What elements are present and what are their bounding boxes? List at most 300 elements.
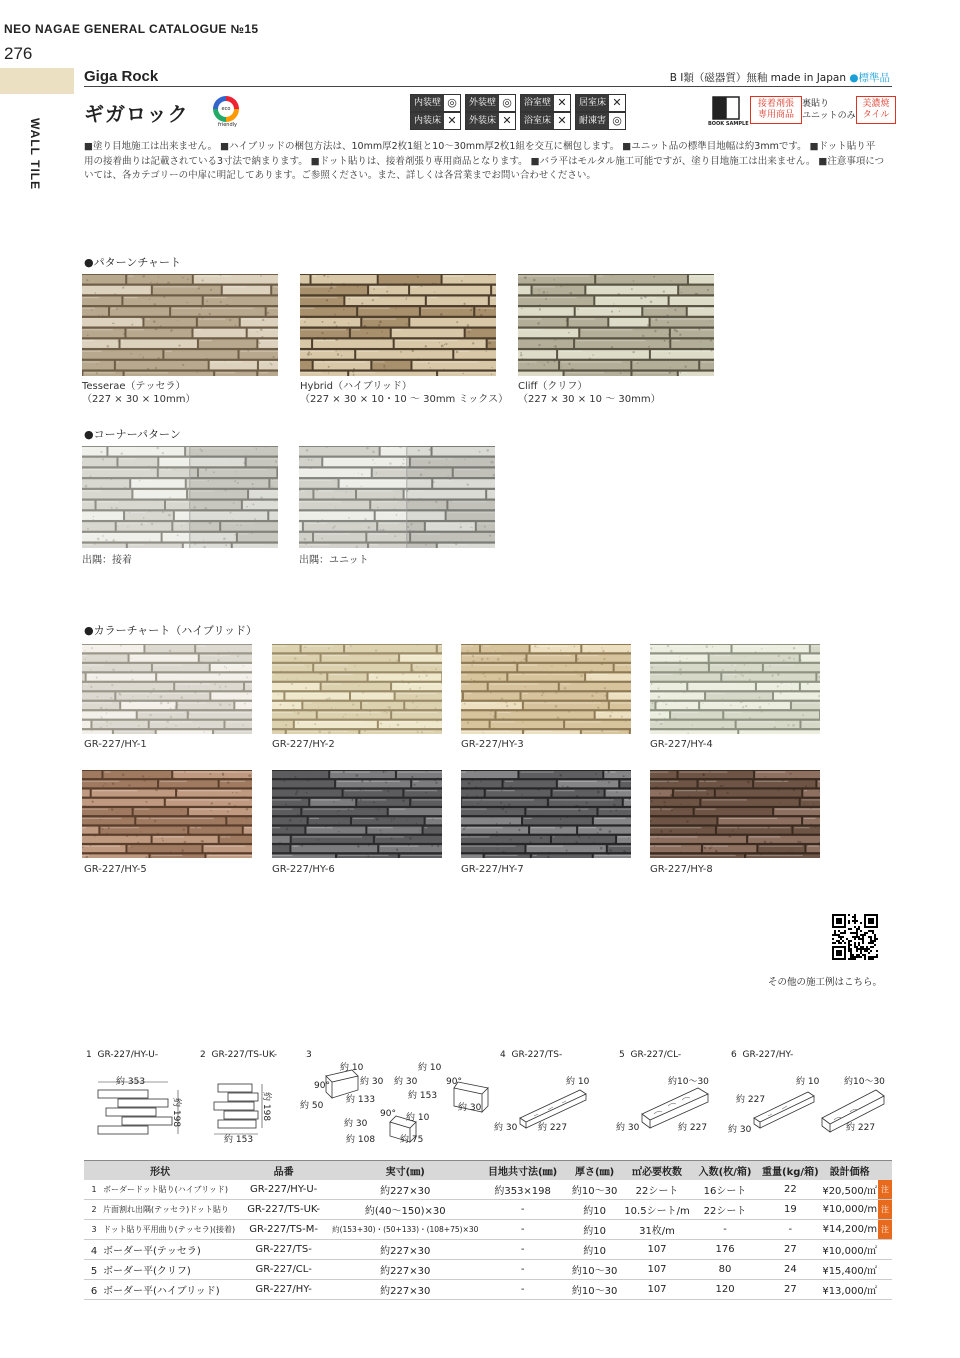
stone-speck <box>323 338 325 340</box>
stone-highlight <box>696 809 716 810</box>
cross-icon: ✕ <box>447 114 457 127</box>
stone-speck <box>160 702 163 705</box>
stone-highlight <box>607 790 631 791</box>
stone-speck <box>412 669 414 671</box>
book-sample-label: BOOK SAMPLE <box>708 121 749 127</box>
stone-speck <box>301 845 303 847</box>
stone-speck <box>380 830 382 832</box>
stone-strip <box>82 790 90 797</box>
stone-strip <box>518 350 556 359</box>
shape-cell <box>84 1240 236 1260</box>
dimension-label: 約 30 <box>458 1103 482 1113</box>
need-cell: 107 <box>623 1260 690 1280</box>
stone-highlight <box>461 731 510 732</box>
stone-speck <box>112 322 114 324</box>
stone-speck <box>578 836 580 838</box>
stone-speck <box>246 808 249 811</box>
stone-highlight <box>518 329 541 330</box>
stone-speck <box>389 659 391 661</box>
stone-highlight <box>259 372 268 373</box>
stone-speck <box>330 853 332 855</box>
stone-speck <box>544 729 545 730</box>
stone-speck <box>139 354 140 355</box>
stone-speck <box>554 279 555 280</box>
color-swatch <box>272 644 442 734</box>
stone-speck <box>361 787 363 789</box>
stone-highlight <box>82 501 93 502</box>
stone-speck <box>735 669 737 671</box>
stone-highlight <box>104 772 110 773</box>
stone-speck <box>577 308 579 310</box>
stone-speck <box>91 801 93 803</box>
stone-speck <box>565 319 567 321</box>
stone-highlight <box>396 340 459 341</box>
stone-speck <box>505 811 507 813</box>
stone-highlight <box>380 846 418 847</box>
stone-speck <box>402 463 404 465</box>
stone-highlight <box>359 308 390 309</box>
stone-speck <box>112 728 115 731</box>
stone-speck <box>520 661 522 663</box>
stone-speck <box>149 540 150 541</box>
stone-speck <box>520 352 522 354</box>
stone-speck <box>660 808 662 810</box>
stone-speck <box>657 838 658 839</box>
stone-highlight <box>520 772 554 773</box>
stone-speck <box>418 675 420 677</box>
stone-highlight <box>337 781 400 782</box>
stone-strip <box>632 361 698 370</box>
stone-speck <box>409 837 412 840</box>
tile-outline <box>642 1088 708 1128</box>
stone-speck <box>113 323 114 324</box>
stone-speck <box>650 820 652 822</box>
stone-speck <box>187 278 189 280</box>
stone-speck <box>90 669 91 670</box>
stone-highlight <box>372 501 398 502</box>
stone-speck <box>106 833 107 834</box>
stone-speck <box>348 517 350 519</box>
stone-highlight <box>411 286 418 287</box>
stone-speck <box>807 845 808 846</box>
stone-speck <box>463 303 465 305</box>
stone-speck <box>744 664 746 666</box>
stone-speck <box>493 727 496 730</box>
stone-speck <box>174 707 176 709</box>
stone-speck <box>352 652 354 654</box>
stone-speck <box>817 728 819 730</box>
stone-speck <box>720 785 722 787</box>
stone-strip <box>164 350 237 359</box>
stone-speck <box>338 810 340 812</box>
row-number: 1 <box>91 1185 97 1194</box>
stone-speck <box>435 782 437 784</box>
stone-strip <box>312 275 377 284</box>
stone-highlight <box>207 855 252 856</box>
stone-highlight <box>83 846 120 847</box>
stone-speck <box>505 701 507 703</box>
stone-highlight <box>158 731 203 732</box>
stone-speck <box>160 695 163 698</box>
stone-speck <box>592 701 593 702</box>
stone-speck <box>417 276 419 278</box>
stone-strip <box>532 854 592 858</box>
stone-speck <box>320 688 322 690</box>
stone-highlight <box>439 646 442 647</box>
stone-speck <box>781 682 783 684</box>
stone-highlight <box>758 683 793 684</box>
stone-highlight <box>315 664 348 665</box>
stone-speck <box>568 363 570 365</box>
stone-highlight <box>489 340 496 341</box>
stone-speck <box>516 709 519 712</box>
badge-line: タイル <box>862 110 890 120</box>
caption-line: （227 × 30 × 10mm） <box>82 394 196 405</box>
stone-strip <box>272 780 334 787</box>
stone-speck <box>151 523 153 525</box>
stone-highlight <box>689 683 735 684</box>
stone-highlight <box>491 297 496 298</box>
stone-speck <box>727 792 729 794</box>
stone-speck <box>162 840 164 842</box>
stone-speck <box>82 847 84 849</box>
stone-speck <box>792 724 795 727</box>
stone-speck <box>419 687 421 689</box>
table-row <box>84 1180 892 1200</box>
stone-speck <box>297 814 299 816</box>
stone-highlight <box>201 655 231 656</box>
stone-highlight <box>427 818 442 819</box>
stone-speck <box>373 801 375 803</box>
stone-speck <box>799 841 802 844</box>
stone-speck <box>749 717 751 719</box>
corner-swatch <box>82 446 278 548</box>
stone-speck <box>373 288 375 290</box>
stone-speck <box>779 802 780 803</box>
diagram-2-corner-unit-drawing <box>210 1064 280 1144</box>
stone-highlight <box>398 772 442 773</box>
stone-speck <box>271 363 273 365</box>
stone-strip <box>518 307 574 316</box>
joint-cell: - <box>479 1200 565 1220</box>
stone-speck <box>668 334 669 335</box>
stone-speck <box>805 785 807 787</box>
stone-speck <box>261 336 263 338</box>
stone-highlight <box>518 318 541 319</box>
stone-speck <box>665 661 667 663</box>
stone-speck <box>524 276 527 279</box>
stone-highlight <box>224 286 246 287</box>
stone-speck <box>93 519 94 520</box>
stone-highlight <box>268 308 278 309</box>
stone-speck <box>167 702 169 704</box>
stone-speck <box>731 664 732 665</box>
stone-speck <box>686 820 689 823</box>
stone-speck <box>658 696 661 699</box>
stone-highlight <box>587 286 599 287</box>
stone-speck <box>578 672 579 673</box>
stone-speck <box>425 792 427 794</box>
stone-speck <box>619 311 620 312</box>
stone-speck <box>266 312 269 315</box>
column-header: 形状 <box>84 1161 236 1181</box>
stone-speck <box>336 350 337 351</box>
stone-highlight <box>525 702 601 703</box>
table-header-row <box>84 1161 892 1181</box>
stone-speck <box>378 324 380 326</box>
stone-highlight <box>413 781 419 782</box>
stone-speck <box>741 674 743 676</box>
stone-highlight <box>315 361 367 362</box>
pattern-swatch <box>300 274 496 376</box>
stone-speck <box>653 276 655 278</box>
stone-speck <box>304 321 306 323</box>
stone-strip <box>82 721 90 728</box>
corner-caption: 出隅：接着 <box>82 555 132 566</box>
stone-speck <box>692 724 693 725</box>
stone-speck <box>170 851 171 852</box>
stone-highlight <box>650 712 663 713</box>
stone-speck <box>472 660 474 662</box>
stone-speck <box>518 829 520 831</box>
stone-highlight <box>618 836 631 837</box>
stone-speck <box>795 799 796 800</box>
stone-highlight <box>650 781 678 782</box>
stone-speck <box>593 274 594 275</box>
stone-speck <box>322 321 324 323</box>
stone-highlight <box>82 533 113 534</box>
need-cell: 31枚/m <box>623 1220 690 1240</box>
stone-speck <box>190 331 191 332</box>
stone-speck <box>560 650 561 651</box>
stone-speck <box>335 708 337 710</box>
stone-highlight <box>579 827 596 828</box>
stone-highlight <box>370 544 378 545</box>
color-swatch <box>650 770 820 858</box>
stone-speck <box>227 781 230 784</box>
stone-speck <box>471 806 474 809</box>
stone-speck <box>254 347 255 348</box>
stone-speck <box>627 650 629 652</box>
qr-code[interactable] <box>832 914 878 960</box>
stone-speck <box>318 730 321 733</box>
stone-speck <box>411 349 414 352</box>
stone-speck <box>659 793 661 795</box>
thick-cell: 約10～30 <box>566 1260 623 1280</box>
stone-highlight <box>300 372 321 373</box>
stone-strip <box>405 702 442 709</box>
stone-speck <box>89 476 91 478</box>
stone-speck <box>297 722 299 724</box>
stone-speck <box>91 309 93 311</box>
stone-speck <box>242 665 243 666</box>
stone-speck <box>317 521 319 523</box>
stone-strip <box>82 511 123 520</box>
stone-speck <box>150 282 151 283</box>
stone-strip <box>552 836 615 843</box>
stone-highlight <box>525 731 553 732</box>
usage-label: 外装床 <box>466 113 499 129</box>
stone-speck <box>145 801 147 803</box>
stone-highlight <box>425 827 428 828</box>
stone-highlight <box>88 674 95 675</box>
stone-speck <box>416 721 418 723</box>
stone-speck <box>599 828 602 831</box>
product-code-cell: GR-227/HY- <box>236 1280 331 1300</box>
stone-speck <box>307 353 310 356</box>
stone-speck <box>319 673 321 675</box>
stone-speck <box>195 728 196 729</box>
stone-highlight <box>379 523 399 524</box>
stone-speck <box>663 290 665 292</box>
stone-speck <box>547 803 549 805</box>
stone-speck <box>494 718 496 720</box>
header-rule <box>84 86 892 87</box>
stone-speck <box>480 781 481 782</box>
stone-speck <box>373 807 375 809</box>
stone-highlight <box>323 683 342 684</box>
stone-speck <box>686 658 687 659</box>
stone-speck <box>421 285 423 287</box>
diagram-6-hybrid-drawing <box>726 1068 892 1140</box>
stone-speck <box>550 673 551 674</box>
stone-speck <box>629 672 631 674</box>
stone-highlight <box>566 372 604 373</box>
stone-highlight <box>804 818 815 819</box>
stone-speck <box>328 290 329 291</box>
stone-speck <box>246 677 248 679</box>
stone-speck <box>133 696 134 697</box>
stone-speck <box>660 830 663 833</box>
eco-friendly-logo <box>213 96 239 128</box>
stone-speck <box>360 799 362 801</box>
stone-highlight <box>211 361 243 362</box>
dimension-label: 約 30 <box>728 1125 752 1135</box>
dimension-label: 約 10 <box>340 1063 364 1073</box>
stone-speck <box>251 284 253 286</box>
stone-speck <box>217 778 219 780</box>
stone-strip <box>410 318 496 327</box>
stone-speck <box>456 321 458 323</box>
stone-speck <box>655 319 657 321</box>
stone-highlight <box>272 712 293 713</box>
stone-highlight <box>689 308 704 309</box>
stone-speck <box>323 274 325 276</box>
stone-highlight <box>609 693 631 694</box>
stone-highlight <box>650 827 702 828</box>
pcs-cell: 80 <box>691 1260 760 1280</box>
stone-speck <box>608 782 610 784</box>
color-code: GR-227/HY-4 <box>650 739 713 750</box>
stone-speck <box>804 804 805 805</box>
stone-speck <box>503 805 505 807</box>
stone-highlight <box>205 297 227 298</box>
cross-icon: ✕ <box>502 114 512 127</box>
stone-highlight <box>657 702 689 703</box>
stone-speck <box>335 338 338 341</box>
stone-speck <box>562 785 563 786</box>
stone-speck <box>565 835 566 836</box>
stone-speck <box>186 302 188 304</box>
stone-speck <box>472 655 474 657</box>
stone-speck <box>611 712 612 713</box>
row-number: 6 <box>90 1286 98 1297</box>
stone-speck <box>219 685 220 686</box>
stone-speck <box>359 685 360 686</box>
stone-speck <box>566 786 568 788</box>
stone-highlight <box>311 799 340 800</box>
stone-highlight <box>577 308 619 309</box>
dimension-label: 約 30 <box>494 1123 518 1133</box>
stone-speck <box>667 314 669 316</box>
stone-speck <box>813 804 814 805</box>
stone-speck <box>476 795 477 796</box>
stone-speck <box>305 542 307 544</box>
stone-strip <box>127 845 201 852</box>
stone-speck <box>710 349 713 352</box>
stone-speck <box>483 795 485 797</box>
diagram-number: 2 <box>200 1050 206 1060</box>
stone-strip <box>369 673 442 680</box>
dimension-label: 約 30 <box>360 1077 384 1087</box>
stone-speck <box>332 527 334 529</box>
thick-cell: 約10～30 <box>566 1180 623 1200</box>
stone-speck <box>434 291 435 292</box>
stone-speck <box>565 316 567 318</box>
stone-speck <box>754 825 755 826</box>
dimension-label: 約 227 <box>736 1095 766 1105</box>
stone-speck <box>131 353 132 354</box>
stone-speck <box>217 659 220 662</box>
stone-highlight <box>272 646 287 647</box>
stone-highlight <box>704 846 728 847</box>
stone-speck <box>589 672 591 674</box>
stone-highlight <box>82 809 108 810</box>
stone-speck <box>609 798 611 800</box>
stone-speck <box>206 709 207 710</box>
stone-highlight <box>82 329 113 330</box>
stone-strip <box>461 817 521 824</box>
stone-speck <box>129 512 131 514</box>
stone-speck <box>297 652 299 654</box>
stone-highlight <box>397 693 437 694</box>
stone-speck <box>101 716 103 718</box>
stone-highlight <box>802 799 820 800</box>
stone-speck <box>210 289 212 291</box>
row-number: 5 <box>90 1266 98 1277</box>
stone-speck <box>529 834 531 836</box>
stone-speck <box>299 489 301 491</box>
stone-speck <box>110 697 112 699</box>
stone-speck <box>247 729 248 730</box>
stone-speck <box>161 852 162 853</box>
stone-highlight <box>82 664 103 665</box>
stone-speck <box>416 644 418 646</box>
stone-highlight <box>672 712 699 713</box>
stone-highlight <box>650 693 665 694</box>
stone-speck <box>313 843 315 845</box>
stone-speck <box>328 373 329 374</box>
stone-highlight <box>174 772 252 773</box>
stone-speck <box>322 519 324 521</box>
stone-speck <box>492 816 493 817</box>
stone-speck <box>362 691 365 694</box>
stone-speck <box>166 777 167 778</box>
stone-speck <box>94 845 95 846</box>
stone-speck <box>814 826 816 828</box>
stone-speck <box>163 296 165 298</box>
stone-highlight <box>518 297 576 298</box>
